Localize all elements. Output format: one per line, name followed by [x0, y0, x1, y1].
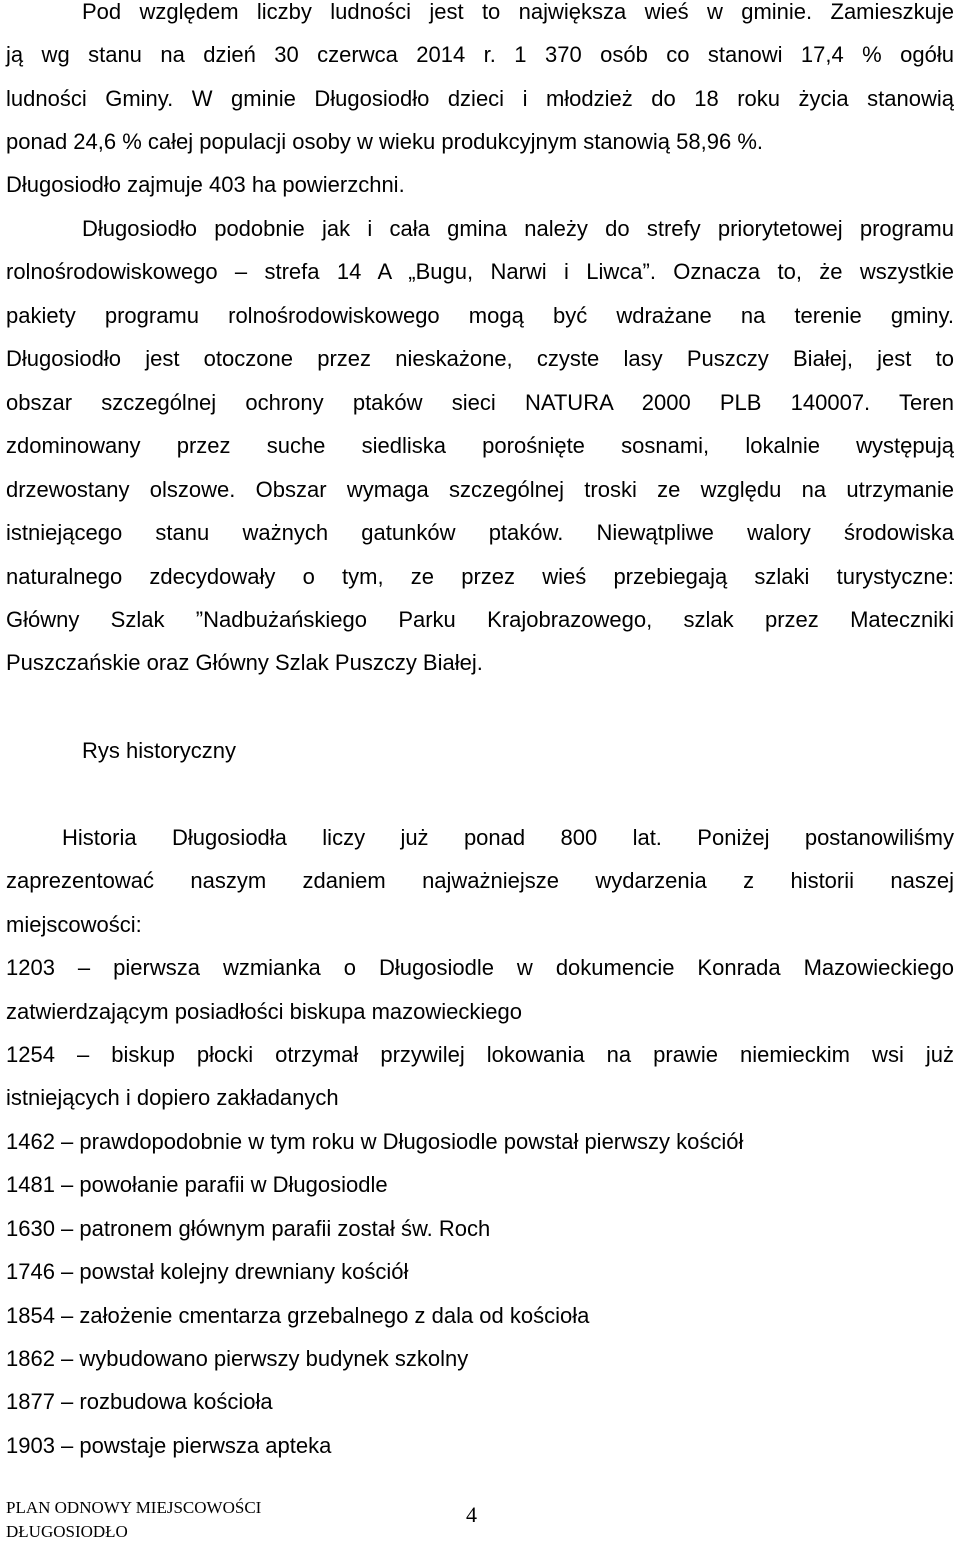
timeline-entry: 1462 – prawdopodobnie w tym roku w Długosiodle powstał pierwszy kościół [6, 1129, 744, 1154]
text-line: Główny Szlak ”Nadbużańskiego Parku Krajobrazowego, szlak przez Mateczniki [6, 607, 954, 632]
timeline-entry: 1630 – patronem głównym parafii został św. Roch [6, 1216, 491, 1241]
text-line: ludności Gminy. W gminie Długosiodło dzieci i młodzież do 18 roku życia stanowią [6, 86, 954, 111]
section-heading: Rys historyczny [82, 738, 237, 763]
timeline-entry: 1481 – powołanie parafii w Długosiodle [6, 1172, 388, 1197]
page-number: 4 [466, 1502, 477, 1527]
text-line: miejscowości: [6, 912, 142, 937]
text-line: Puszczańskie oraz Główny Szlak Puszczy Białej. [6, 650, 483, 675]
text-line: ponad 24,6 % całej populacji osoby w wieku produkcyjnym stanowią 58,96 %. [6, 129, 763, 154]
text-line: Długosiodło zajmuje 403 ha powierzchni. [6, 172, 405, 197]
text-line: zdominowany przez suche siedliska porośnięte sosnami, lokalnie występują [6, 433, 954, 458]
text-line: rolnośrodowiskowego – strefa 14 A „Bugu, Narwi i Liwca”. Oznacza to, że wszystkie [6, 259, 954, 284]
footer-line-1: PLAN ODNOWY MIEJSCOWOŚCI [6, 1498, 262, 1517]
text-line: obszar szczególnej ochrony ptaków sieci NATURA 2000 PLB 140007. Teren [6, 390, 954, 415]
text-line: naturalnego zdecydowały o tym, ze przez wieś przebiegają szlaki turystyczne: [6, 564, 954, 589]
page-footer [6, 1496, 261, 1544]
timeline-entry: 1903 – powstaje pierwsza apteka [6, 1433, 332, 1458]
text-line: ją wg stanu na dzień 30 czerwca 2014 r. 1 370 osób co stanowi 17,4 % ogółu [6, 42, 954, 67]
timeline-entry: 1877 – rozbudowa kościoła [6, 1389, 273, 1414]
text-line: Długosiodło podobnie jak i cała gmina należy do strefy priorytetowej programu [82, 216, 954, 241]
timeline-entry: 1254 – biskup płocki otrzymał przywilej lokowania na prawie niemieckim wsi już [6, 1042, 954, 1067]
text-line: drzewostany olszowe. Obszar wymaga szczególnej troski ze względu na utrzymanie [6, 477, 954, 502]
timeline-entry-continuation: zatwierdzającym posiadłości biskupa mazowieckiego [6, 999, 523, 1024]
timeline-entry: 1854 – założenie cmentarza grzebalnego z dala od kościoła [6, 1303, 590, 1328]
timeline-entry: 1203 – pierwsza wzmianka o Długosiodle w dokumencie Konrada Mazowieckiego [6, 955, 954, 980]
text-line: Historia Długosiodła liczy już ponad 800 lat. Poniżej postanowiliśmy [62, 825, 954, 850]
text-line: Pod względem liczby ludności jest to największa wieś w gminie. Zamieszkuje [82, 0, 954, 24]
text-line: pakiety programu rolnośrodowiskowego mogą być wdrażane na terenie gminy. [6, 303, 954, 328]
text-line: Długosiodło jest otoczone przez nieskażone, czyste lasy Puszczy Białej, jest to [6, 346, 954, 371]
footer-line-2: DŁUGOSIODŁO [6, 1522, 128, 1541]
text-line: istniejącego stanu ważnych gatunków ptaków. Niewątpliwe walory środowiska [6, 520, 954, 545]
text-line: zaprezentować naszym zdaniem najważniejsze wydarzenia z historii naszej [6, 868, 954, 893]
timeline-entry: 1862 – wybudowano pierwszy budynek szkolny [6, 1346, 469, 1371]
timeline-entry-continuation: istniejących i dopiero zakładanych [6, 1085, 339, 1110]
timeline-entry: 1746 – powstał kolejny drewniany kościół [6, 1259, 409, 1284]
